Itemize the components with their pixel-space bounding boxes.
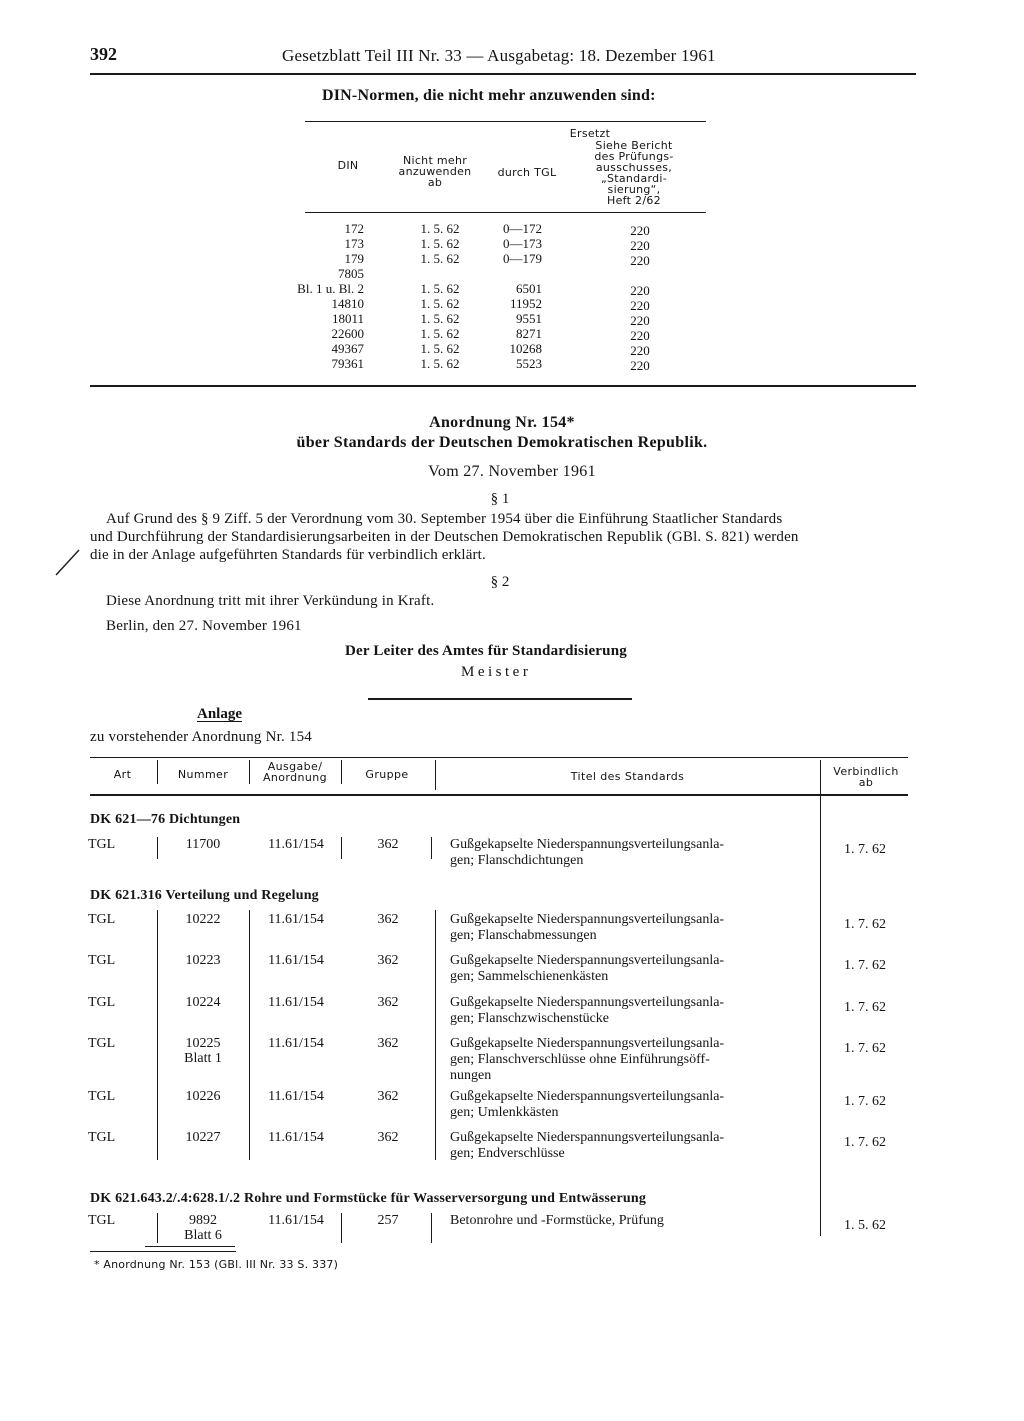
anlage-cell-gruppe: 257 bbox=[377, 1213, 399, 1228]
anlage-cell-titel-line3: nungen bbox=[450, 1068, 492, 1083]
din-cell-bericht: 220 bbox=[630, 313, 650, 328]
din-cell-ab: 1. 5. 62 bbox=[420, 296, 460, 311]
anlage-cell-gruppe: 362 bbox=[377, 837, 399, 852]
din-cell-ab: 1. 5. 62 bbox=[420, 311, 460, 326]
din-col-din: DIN bbox=[337, 159, 359, 172]
anlage-cell-verbindlich: 1. 7. 62 bbox=[844, 842, 886, 857]
din-cell-number: 79361 bbox=[331, 356, 364, 371]
anlage-cell-nummer-sub: Blatt 6 bbox=[184, 1228, 222, 1243]
anlage-cell-titel-line1: Gußgekapselte Niederspannungsverteilungsanla- bbox=[450, 912, 725, 927]
anlage-subtitle: zu vorstehender Anordnung Nr. 154 bbox=[90, 729, 312, 745]
anlage-row-sep-1 bbox=[157, 837, 158, 859]
din-cell-ab: 1. 5. 62 bbox=[420, 251, 460, 266]
anlage-cell-art: TGL bbox=[88, 1213, 116, 1228]
anlage-cell-ausgabe: 11.61/154 bbox=[268, 1036, 324, 1051]
anordnung-subtitle: über Standards der Deutschen Demokratischen Republik. bbox=[296, 434, 708, 451]
anlage-table-top-rule bbox=[90, 757, 908, 758]
anlage-cell-verbindlich: 1. 7. 62 bbox=[844, 958, 886, 973]
anlage-col-sep-4 bbox=[435, 910, 436, 1160]
din-cell-bericht: 220 bbox=[630, 358, 650, 373]
anlage-col-sep-1 bbox=[157, 910, 158, 1160]
din-cell-ab: 1. 5. 62 bbox=[420, 326, 460, 341]
din-cell-number: 14810 bbox=[331, 296, 364, 311]
anlage-cell-nummer: 9892 bbox=[189, 1213, 217, 1228]
anlage-cell-art: TGL bbox=[88, 1036, 116, 1051]
anordnung-title: Anordnung Nr. 154* bbox=[429, 414, 575, 431]
din-cell-number: 173 bbox=[344, 236, 364, 251]
din-cell-ab: 1. 5. 62 bbox=[420, 221, 460, 236]
anlage-cell-nummer: 10222 bbox=[185, 912, 221, 927]
anlage-cell-gruppe: 362 bbox=[377, 1130, 399, 1145]
din-cell-ab: 1. 5. 62 bbox=[420, 281, 460, 296]
din-col-bericht-line6: Heft 2/62 bbox=[607, 194, 661, 207]
anlage-cell-nummer-sub: Blatt 1 bbox=[184, 1051, 222, 1066]
anlage-cell-titel-line2: gen; Flanschabmessungen bbox=[450, 928, 597, 943]
anlage-cell-titel-line1: Gußgekapselte Niederspannungsverteilungsanla- bbox=[450, 1036, 725, 1051]
anlage-col-sep-3 bbox=[341, 760, 342, 784]
din-cell-tgl: 0—172 bbox=[503, 221, 542, 236]
anlage-cell-ausgabe: 11.61/154 bbox=[268, 995, 324, 1010]
anlage-cell-gruppe: 362 bbox=[377, 953, 399, 968]
anlage-cell-verbindlich: 1. 5. 62 bbox=[844, 1218, 886, 1233]
anlage-cell-art: TGL bbox=[88, 912, 116, 927]
paragraph-1-line-1: Auf Grund des § 9 Ziff. 5 der Verordnung vom 30. September 1954 über die Einführung Staatlicher Standards bbox=[106, 511, 783, 527]
anlage-col-sep-2 bbox=[249, 910, 250, 1160]
anlage-cell-verbindlich: 1. 7. 62 bbox=[844, 1041, 886, 1056]
paragraph-2-mark: § 2 bbox=[490, 574, 510, 590]
anlage-cell-nummer: 10223 bbox=[185, 953, 221, 968]
din-col-bericht-line3: ausschusses, bbox=[595, 161, 673, 174]
anlage-cell-titel-line2: gen; Sammelschienenkästen bbox=[450, 969, 609, 984]
din-col-bericht-line2: des Prüfungs- bbox=[594, 150, 674, 163]
din-cell-tgl: 5523 bbox=[516, 356, 542, 371]
din-cell-ab: 1. 5. 62 bbox=[420, 236, 460, 251]
anlage-col-verbindlich-line2: ab bbox=[858, 776, 874, 789]
anlage-verbindlich-column-rule bbox=[820, 796, 821, 1236]
anlage-cell-ausgabe: 11.61/154 bbox=[268, 1213, 324, 1228]
din-col-nicht-mehr-line2: anzuwenden bbox=[398, 165, 472, 178]
anlage-cell-verbindlich: 1. 7. 62 bbox=[844, 1094, 886, 1109]
anlage-row-sep-1 bbox=[157, 1213, 158, 1243]
din-table-header-rule bbox=[305, 212, 706, 213]
anlage-col-art: Art bbox=[113, 768, 132, 781]
din-cell-tgl: 9551 bbox=[516, 311, 542, 326]
din-cell-number: 22600 bbox=[331, 326, 364, 341]
anlage-row-sep-3 bbox=[341, 1213, 342, 1243]
din-cell-bericht: 220 bbox=[630, 253, 650, 268]
din-cell-number: 179 bbox=[344, 251, 364, 266]
anlage-row-sep-4 bbox=[431, 837, 432, 859]
anlage-table-header-rule bbox=[90, 794, 908, 796]
anlage-col-sep-2 bbox=[249, 760, 250, 784]
anlage-cell-nummer: 11700 bbox=[185, 837, 221, 852]
anlage-col-verbindlich bbox=[823, 766, 909, 788]
anordnung-date: Vom 27. November 1961 bbox=[428, 463, 596, 480]
din-cell-bericht: 220 bbox=[630, 343, 650, 358]
anlage-cell-titel-line2: gen; Flanschdichtungen bbox=[450, 853, 584, 868]
anlage-cell-nummer: 10227 bbox=[185, 1130, 221, 1145]
din-cell-bericht: 220 bbox=[630, 238, 650, 253]
anlage-cell-titel-line1: Gußgekapselte Niederspannungsverteilungsanla- bbox=[450, 1130, 725, 1145]
anlage-cell-art: TGL bbox=[88, 953, 116, 968]
anlage-cell-ausgabe: 11.61/154 bbox=[268, 953, 324, 968]
anlage-row-sep-3 bbox=[341, 837, 342, 859]
anlage-cell-verbindlich: 1. 7. 62 bbox=[844, 1000, 886, 1015]
din-cell-number: Bl. 1 u. Bl. 2 bbox=[297, 281, 364, 296]
anlage-col-titel: Titel des Standards bbox=[570, 770, 685, 783]
anlage-cell-nummer: 10225 bbox=[185, 1036, 221, 1051]
din-col-durch-tgl: durch TGL bbox=[497, 166, 557, 179]
anlage-col-ausgabe-line2: Anordnung bbox=[262, 771, 328, 784]
din-col-nicht-mehr-line1: Nicht mehr bbox=[402, 154, 468, 167]
din-cell-bericht: 220 bbox=[630, 298, 650, 313]
din-col-bericht bbox=[566, 140, 702, 206]
anlage-cell-titel-line1: Betonrohre und -Formstücke, Prüfung bbox=[450, 1213, 664, 1228]
din-cell-bericht: 220 bbox=[630, 283, 650, 298]
anlage-last-row-underline bbox=[145, 1246, 235, 1247]
anlage-row-sep-4 bbox=[431, 1213, 432, 1243]
anlage-cell-ausgabe: 11.61/154 bbox=[268, 1130, 324, 1145]
din-col-bericht-line1: Siehe Bericht bbox=[595, 139, 673, 152]
anlage-cell-titel-line1: Gußgekapselte Niederspannungsverteilungsanla- bbox=[450, 995, 725, 1010]
anlage-cell-titel-line2: gen; Umlenkkästen bbox=[450, 1105, 559, 1120]
anlage-title: Anlage bbox=[197, 706, 242, 722]
anlage-cell-titel-line1: Gußgekapselte Niederspannungsverteilungsanla- bbox=[450, 837, 725, 852]
footnote: * Anordnung Nr. 153 (GBl. III Nr. 33 S. 337) bbox=[94, 1258, 339, 1271]
din-cell-tgl: 6501 bbox=[516, 281, 542, 296]
din-cell-ab: 1. 5. 62 bbox=[420, 356, 460, 371]
paragraph-1-line-3: die in der Anlage aufgeführten Standards für verbindlich erklärt. bbox=[90, 547, 486, 563]
din-cell-tgl: 10268 bbox=[509, 341, 542, 356]
din-col-nicht-mehr bbox=[385, 155, 485, 188]
din-cell-bericht: 220 bbox=[630, 223, 650, 238]
anlage-cell-gruppe: 362 bbox=[377, 1036, 399, 1051]
anlage-cell-nummer: 10226 bbox=[185, 1089, 221, 1104]
anlage-cell-art: TGL bbox=[88, 1089, 116, 1104]
anlage-col-sep-5 bbox=[820, 760, 821, 794]
anlage-group-heading: DK 621.316 Verteilung und Regelung bbox=[90, 888, 319, 903]
anlage-cell-art: TGL bbox=[88, 995, 116, 1010]
din-cell-tgl: 8271 bbox=[516, 326, 542, 341]
anlage-cell-art: TGL bbox=[88, 837, 116, 852]
anlage-cell-gruppe: 362 bbox=[377, 912, 399, 927]
anlage-cell-verbindlich: 1. 7. 62 bbox=[844, 1135, 886, 1150]
din-col-bericht-line4: „Standardi- bbox=[600, 172, 668, 185]
din-table-top-rule bbox=[305, 121, 706, 122]
din-cell-tgl: 0—173 bbox=[503, 236, 542, 251]
din-col-bericht-line5: sierung“, bbox=[607, 183, 661, 196]
anlage-col-gruppe: Gruppe bbox=[365, 768, 409, 781]
anlage-cell-nummer: 10224 bbox=[185, 995, 221, 1010]
paragraph-1-mark: § 1 bbox=[490, 491, 510, 507]
din-section-title: DIN-Normen, die nicht mehr anzuwenden sind: bbox=[322, 87, 656, 104]
paragraph-1-line-2: und Durchführung der Standardisierungsarbeiten in der Deutschen Demokratischen Republik (GBl. S. 821) werden bbox=[90, 529, 799, 545]
anlage-cell-titel-line2: gen; Flanschverschlüsse ohne Einführungsöff- bbox=[450, 1052, 710, 1067]
din-cell-tgl: 0—179 bbox=[503, 251, 542, 266]
din-cell-ab: 1. 5. 62 bbox=[420, 341, 460, 356]
anlage-group-heading: DK 621—76 Dichtungen bbox=[90, 812, 241, 827]
din-cell-number: 172 bbox=[344, 221, 364, 236]
din-cell-bericht: 220 bbox=[630, 328, 650, 343]
running-title: Gesetzblatt Teil III Nr. 33 — Ausgabetag: 18. Dezember 1961 bbox=[282, 46, 716, 65]
din-col-nicht-mehr-line3: ab bbox=[427, 176, 443, 189]
section-divider-rule bbox=[90, 385, 916, 387]
anlage-cell-verbindlich: 1. 7. 62 bbox=[844, 917, 886, 932]
anlage-cell-titel-line1: Gußgekapselte Niederspannungsverteilungsanla- bbox=[450, 1089, 725, 1104]
anlage-cell-gruppe: 362 bbox=[377, 995, 399, 1010]
footnote-rule bbox=[90, 1251, 236, 1252]
header-rule bbox=[90, 73, 916, 75]
din-cell-number: 49367 bbox=[331, 341, 364, 356]
anlage-cell-ausgabe: 11.61/154 bbox=[268, 1089, 324, 1104]
signer-title: Der Leiter des Amtes für Standardisierung bbox=[345, 643, 627, 659]
anlage-cell-ausgabe: 11.61/154 bbox=[268, 837, 324, 852]
place-date: Berlin, den 27. November 1961 bbox=[106, 618, 302, 634]
anlage-col-nummer: Nummer bbox=[177, 768, 229, 781]
din-col-ersetzt: Ersetzt bbox=[569, 127, 611, 140]
anlage-col-sep-1 bbox=[157, 760, 158, 784]
page-number: 392 bbox=[90, 44, 117, 64]
anlage-cell-ausgabe: 11.61/154 bbox=[268, 912, 324, 927]
din-cell-number: 7805 bbox=[338, 266, 364, 281]
signature-rule bbox=[368, 698, 632, 700]
din-cell-tgl: 11952 bbox=[509, 296, 542, 311]
anlage-group-heading: DK 621.643.2/.4:628.1/.2 Rohre und Formstücke für Wasserversorgung und Entwässerung bbox=[90, 1191, 647, 1206]
paragraph-2-text: Diese Anordnung tritt mit ihrer Verkündung in Kraft. bbox=[106, 593, 435, 609]
anlage-col-verbindlich-line1: Verbindlich bbox=[833, 765, 899, 778]
din-cell-number: 18011 bbox=[331, 311, 364, 326]
anlage-cell-titel-line1: Gußgekapselte Niederspannungsverteilungsanla- bbox=[450, 953, 725, 968]
anlage-col-sep-4 bbox=[435, 760, 436, 790]
anlage-col-ausgabe bbox=[252, 761, 338, 783]
anlage-col-ausgabe-line1: Ausgabe/ bbox=[267, 760, 323, 773]
anlage-cell-titel-line2: gen; Endverschlüsse bbox=[450, 1146, 565, 1161]
anlage-cell-gruppe: 362 bbox=[377, 1089, 399, 1104]
anlage-cell-titel-line2: gen; Flanschzwischenstücke bbox=[450, 1011, 610, 1026]
signer-name: Meister bbox=[461, 664, 532, 680]
anlage-cell-art: TGL bbox=[88, 1130, 116, 1145]
